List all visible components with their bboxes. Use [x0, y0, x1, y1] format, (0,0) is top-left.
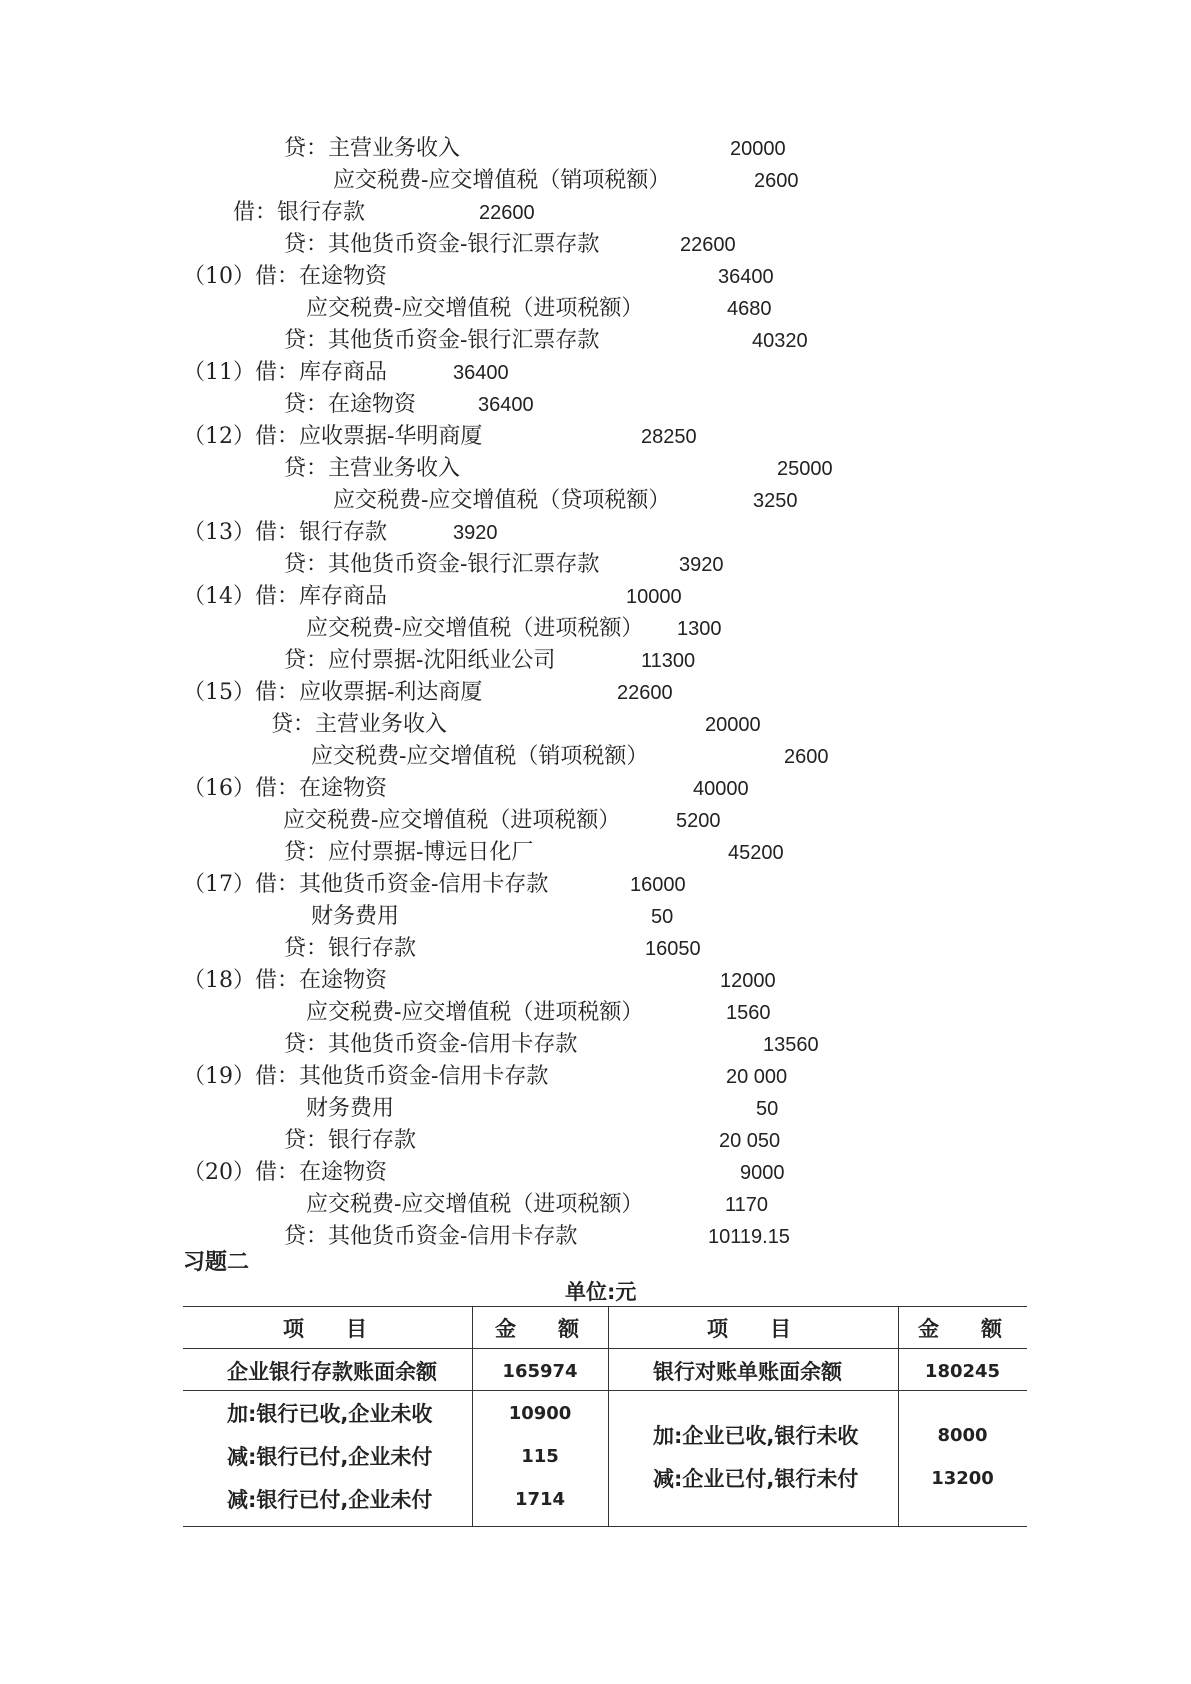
entry-amount: 16000 — [630, 874, 686, 896]
entry-amount: 5200 — [676, 810, 721, 832]
table-bottom-rule — [183, 1526, 1027, 1527]
left-adjust-label: 加:银行已收,企业未收 — [227, 1402, 433, 1426]
entry-account: （10）借：在途物资 — [183, 264, 387, 289]
table-mid-divider — [608, 1306, 609, 1527]
entry-account: 财务费用 — [311, 904, 400, 929]
right-balance-value: 180245 — [924, 1361, 1001, 1382]
entry-amount: 28250 — [641, 426, 697, 448]
left-adjust-value: 115 — [521, 1446, 559, 1467]
entry-amount: 4680 — [727, 298, 772, 320]
entry-account: 应交税费-应交增值税（销项税额） — [311, 744, 649, 769]
entry-account: 应交税费-应交增值税（销项税额） — [333, 168, 671, 193]
entry-account: （19）借：其他货币资金-信用卡存款 — [183, 1064, 549, 1089]
entry-account: 贷：应付票据-博远日化厂 — [284, 840, 534, 865]
entry-account: 财务费用 — [306, 1096, 395, 1121]
entry-account: 贷：主营业务收入 — [271, 712, 448, 737]
entry-account: 应交税费-应交增值税（进项税额） — [306, 296, 644, 321]
entry-account: 贷：银行存款 — [284, 936, 417, 961]
left-balance-label: 企业银行存款账面余额 — [227, 1360, 437, 1384]
entry-account: 应交税费-应交增值税（进项税额） — [306, 616, 644, 641]
unit-label: 单位:元 — [565, 1280, 637, 1304]
entry-account: 贷：主营业务收入 — [284, 456, 461, 481]
left-adjust-value: 10900 — [508, 1403, 572, 1424]
right-adjust-value: 13200 — [931, 1468, 994, 1489]
entry-amount: 25000 — [777, 458, 833, 480]
entry-amount: 11300 — [641, 650, 696, 672]
entry-account: 应交税费-应交增值税（贷项税额） — [333, 488, 671, 513]
entry-amount: 36400 — [718, 266, 774, 288]
entry-account: （18）借：在途物资 — [183, 968, 387, 993]
entry-amount: 40320 — [752, 330, 808, 352]
entry-amount: 9000 — [740, 1162, 785, 1184]
entry-amount: 2600 — [754, 170, 799, 192]
entry-account: 贷：其他货币资金-信用卡存款 — [284, 1224, 578, 1249]
entry-amount: 20 000 — [726, 1066, 788, 1088]
entry-account: 贷：其他货币资金-银行汇票存款 — [284, 232, 600, 257]
entry-account: （13）借：银行存款 — [183, 520, 387, 545]
entry-amount: 3920 — [679, 554, 724, 576]
left-adjust-label: 减:银行已付,企业未付 — [227, 1445, 433, 1469]
table-balance-rule — [183, 1390, 1027, 1391]
entry-account: 借：银行存款 — [233, 200, 366, 225]
entry-amount: 36400 — [453, 362, 509, 384]
right-adjust-label: 加:企业已收,银行未收 — [653, 1424, 859, 1448]
exercise-heading: 习题二 — [183, 1250, 250, 1275]
entry-amount: 13560 — [763, 1034, 819, 1056]
entry-amount: 20000 — [705, 714, 761, 736]
header-item-left: 项 目 — [283, 1317, 367, 1341]
entry-amount: 2600 — [784, 746, 829, 768]
left-adjust-value: 1714 — [514, 1489, 566, 1510]
entry-amount: 36400 — [478, 394, 534, 416]
table-top-rule — [183, 1306, 1027, 1307]
entry-amount: 22600 — [680, 234, 736, 256]
right-adjust-value: 8000 — [937, 1425, 988, 1446]
entry-account: 贷：其他货币资金-银行汇票存款 — [284, 552, 600, 577]
entry-amount: 3250 — [753, 490, 798, 512]
entry-account: 贷：银行存款 — [284, 1128, 417, 1153]
entry-account: （11）借：库存商品 — [183, 360, 387, 385]
entry-amount: 1300 — [677, 618, 722, 640]
entry-amount: 40000 — [693, 778, 749, 800]
entry-amount: 22600 — [479, 202, 535, 224]
entry-amount: 50 — [651, 906, 674, 928]
entry-account: （12）借：应收票据-华明商厦 — [183, 424, 483, 449]
entry-account: 贷：其他货币资金-信用卡存款 — [284, 1032, 578, 1057]
header-amount-left: 金 额 — [495, 1317, 579, 1341]
header-amount-right: 金 额 — [918, 1317, 1002, 1341]
entry-account: 应交税费-应交增值税（进项税额） — [306, 1000, 644, 1025]
entry-account: 贷：应付票据-沈阳纸业公司 — [284, 648, 556, 673]
entry-account: 应交税费-应交增值税（进项税额） — [283, 808, 621, 833]
left-adjust-label: 减:银行已付,企业未付 — [227, 1488, 433, 1512]
entry-account: （14）借：库存商品 — [183, 584, 387, 609]
entry-account: （15）借：应收票据-利达商厦 — [183, 680, 483, 705]
entry-account: 贷：其他货币资金-银行汇票存款 — [284, 328, 600, 353]
right-adjust-label: 减:企业已付,银行未付 — [653, 1467, 859, 1491]
right-balance-label: 银行对账单账面余额 — [653, 1360, 842, 1384]
entry-amount: 1560 — [726, 1002, 771, 1024]
entry-account: （16）借：在途物资 — [183, 776, 387, 801]
entry-account: （17）借：其他货币资金-信用卡存款 — [183, 872, 549, 897]
entry-amount: 16050 — [645, 938, 701, 960]
entry-amount: 10000 — [626, 586, 682, 608]
entry-amount: 10119.15 — [708, 1226, 790, 1248]
entry-amount: 1170 — [725, 1194, 769, 1216]
header-item-right: 项 目 — [707, 1317, 791, 1341]
reconciliation-table — [183, 1306, 1027, 1527]
entry-amount: 12000 — [720, 970, 776, 992]
left-balance-value: 165974 — [502, 1361, 578, 1382]
entry-amount: 20000 — [730, 138, 786, 160]
table-col-divider — [898, 1306, 899, 1527]
entry-amount: 45200 — [728, 842, 784, 864]
entry-account: 贷：在途物资 — [284, 392, 417, 417]
entry-account: （20）借：在途物资 — [183, 1160, 387, 1185]
entry-amount: 20 050 — [719, 1130, 781, 1152]
entry-amount: 22600 — [617, 682, 673, 704]
table-header-rule — [183, 1348, 1027, 1349]
entry-account: 应交税费-应交增值税（进项税额） — [306, 1192, 644, 1217]
entry-amount: 3920 — [453, 522, 498, 544]
entry-amount: 50 — [756, 1098, 779, 1120]
entry-account: 贷：主营业务收入 — [284, 136, 461, 161]
